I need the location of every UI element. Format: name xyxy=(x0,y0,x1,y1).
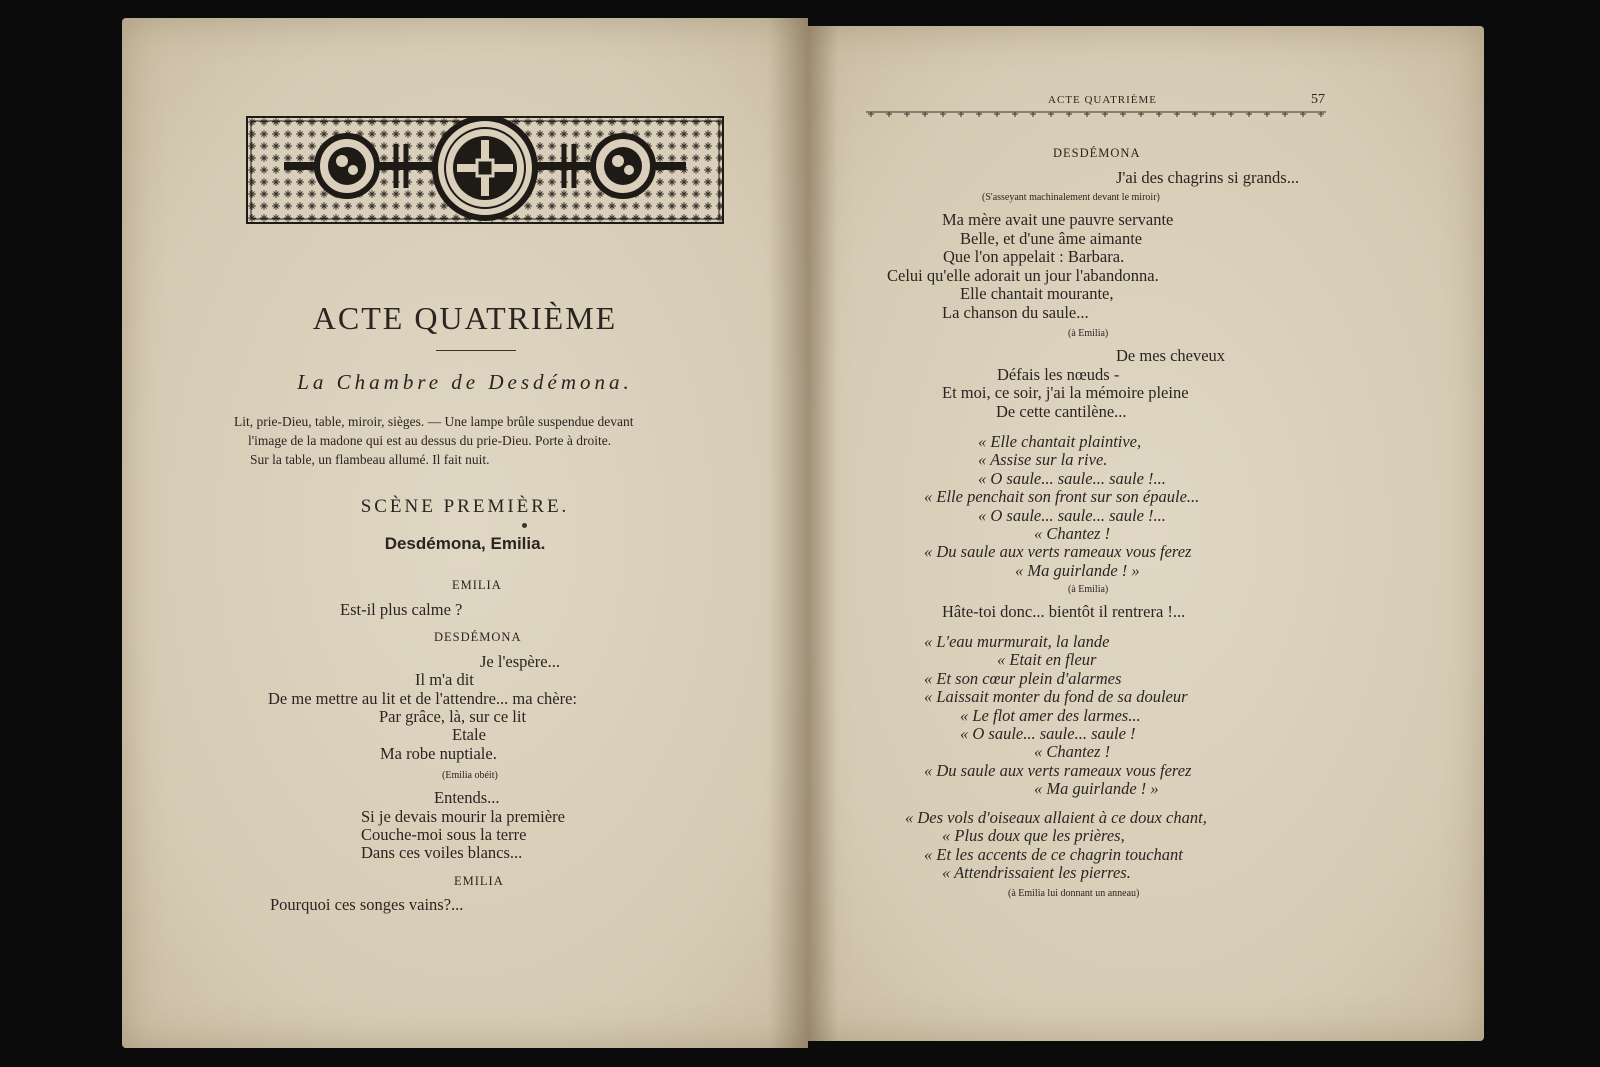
verse-line: Défais les nœuds - xyxy=(997,365,1120,384)
act-title: ACTE QUATRIÈME xyxy=(312,300,618,336)
verse-line: Hâte-toi donc... bientôt il rentrera !... xyxy=(942,602,1186,621)
stage-direction: (à Emilia) xyxy=(1068,584,1109,595)
song-line: « Etait en fleur xyxy=(997,650,1097,669)
verse-line: Celui qu'elle adorait un jour l'abandonna. xyxy=(887,266,1159,285)
page-gutter-shadow xyxy=(768,18,808,1048)
right-page xyxy=(808,26,1484,1041)
verse-line: Si je devais mourir la première xyxy=(361,807,565,826)
verse-line: Pourquoi ces songes vains?... xyxy=(270,895,464,914)
song-line: « Du saule aux verts rameaux vous ferez xyxy=(924,542,1192,561)
song-line: « Le flot amer des larmes... xyxy=(960,706,1141,725)
decorative-header-rule xyxy=(866,110,1326,118)
stage-direction-line: l'image de la madone qui est au dessus du prie-Dieu. Porte à droite. xyxy=(248,433,612,448)
verse-line: Et moi, ce soir, j'ai la mémoire pleine xyxy=(942,383,1189,402)
verse-line: Il m'a dit xyxy=(415,670,474,689)
scene-heading: SCÈNE PREMIÈRE. xyxy=(360,496,570,517)
verse-line: Par grâce, là, sur ce lit xyxy=(379,707,527,726)
speaker-name: EMILIA xyxy=(454,874,504,888)
verse-line: Entends... xyxy=(434,788,500,807)
song-line: « Ma guirlande ! » xyxy=(1034,779,1159,798)
stage-direction-line: Sur la table, un flambeau allumé. Il fait nuit. xyxy=(250,452,490,467)
song-line: « Attendrissaient les pierres. xyxy=(942,863,1131,882)
verse-line: Ma robe nuptiale. xyxy=(380,744,497,763)
stage-direction: (à Emilia) xyxy=(1068,328,1109,339)
running-head: ACTE QUATRIÈME xyxy=(1048,94,1158,106)
verse-line: Elle chantait mourante, xyxy=(960,284,1114,303)
verse-line: De cette cantilène... xyxy=(996,402,1127,421)
ornament-dot xyxy=(522,523,527,528)
song-line: « O saule... saule... saule ! xyxy=(960,724,1136,743)
stage-direction: (à Emilia lui donnant un anneau) xyxy=(1008,888,1140,899)
verse-line: Que l'on appelait : Barbara. xyxy=(943,247,1125,266)
song-line: « Elle chantait plaintive, xyxy=(978,432,1142,451)
verse-line: Je l'espère... xyxy=(480,652,560,671)
verse-line: Couche-moi sous la terre xyxy=(361,825,527,844)
song-line: « Laissait monter du fond de sa douleur xyxy=(924,687,1188,706)
title-rule xyxy=(436,350,516,351)
stage-direction: (S'asseyant machinalement devant le miroir) xyxy=(982,192,1160,203)
speaker-name: DESDÉMONA xyxy=(1053,146,1141,160)
song-line: « Plus doux que les prières, xyxy=(942,826,1125,845)
song-line: « Et son cœur plein d'alarmes xyxy=(924,669,1122,688)
verse-line: Dans ces voiles blancs... xyxy=(361,843,523,862)
scene-characters: Desdémona, Emilia. xyxy=(384,534,546,553)
song-line: « Ma guirlande ! » xyxy=(1015,561,1140,580)
song-line: « Chantez ! xyxy=(1034,524,1111,543)
song-line: « Du saule aux verts rameaux vous ferez xyxy=(924,761,1192,780)
page-gutter-shadow xyxy=(808,26,838,1041)
song-line: « Assise sur la rive. xyxy=(978,450,1108,469)
verse-line: Etale xyxy=(452,725,486,744)
song-line: « Elle penchait son front sur son épaule... xyxy=(924,487,1200,506)
verse-line: De me mettre au lit et de l'attendre... ma chère: xyxy=(268,689,577,708)
speaker-name: DESDÉMONA xyxy=(434,630,522,644)
verse-line: Ma mère avait une pauvre servante xyxy=(942,210,1174,229)
stage-direction: (Emilia obéit) xyxy=(442,770,498,781)
left-page xyxy=(122,18,808,1048)
page-number: 57 xyxy=(1311,92,1325,107)
verse-line: Belle, et d'une âme aimante xyxy=(960,229,1143,248)
song-line: « Chantez ! xyxy=(1034,742,1111,761)
verse-line: La chanson du saule... xyxy=(942,303,1089,322)
verse-line: J'ai des chagrins si grands... xyxy=(1116,168,1300,187)
song-line: « O saule... saule... saule !... xyxy=(978,469,1166,488)
verse-line: De mes cheveux xyxy=(1116,346,1226,365)
stage-direction-line: Lit, prie-Dieu, table, miroir, sièges. — Une lampe brûle suspendue devant xyxy=(234,414,634,429)
song-line: « O saule... saule... saule !... xyxy=(978,506,1166,525)
song-line: « L'eau murmurait, la lande xyxy=(924,632,1110,651)
speaker-name: EMILIA xyxy=(452,578,502,592)
scene-place: La Chambre de Desdémona. xyxy=(297,370,633,394)
song-line: « Et les accents de ce chagrin touchant xyxy=(924,845,1183,864)
song-line: « Des vols d'oiseaux allaient à ce doux chant, xyxy=(905,808,1207,827)
verse-line: Est-il plus calme ? xyxy=(340,600,463,619)
decorative-ornament-banner xyxy=(246,116,724,226)
